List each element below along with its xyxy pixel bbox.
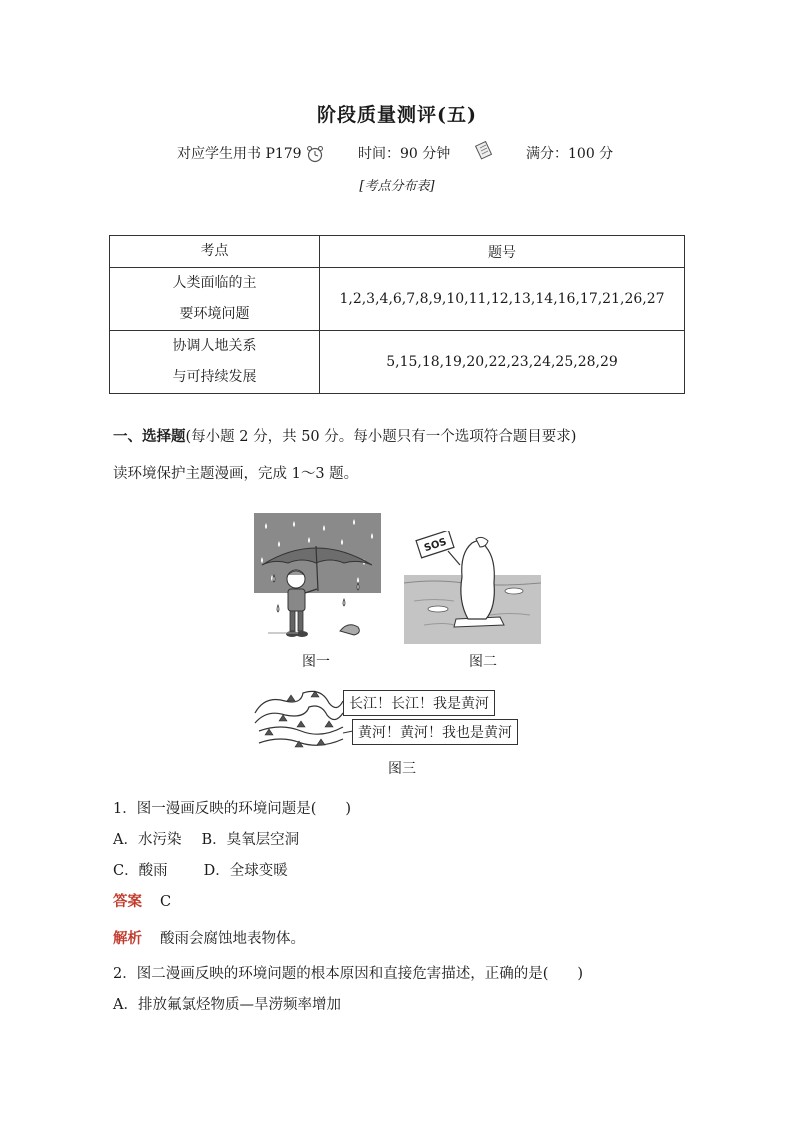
topic-line: 人类面临的主 [172,275,257,291]
question-2-stem: 2．图二漫画反映的环境问题的根本原因和直接危害描述，正确的是( ) [113,966,584,982]
question-numbers: 1,2,3,4,6,7,8,9,10,11,12,13,14,16,17,21,26,27 [320,268,685,331]
analysis-label: 解析 [113,930,142,947]
answer-value: C [160,894,172,910]
figure-2-polar-bear-cartoon [404,531,541,644]
figure-1-acid-rain-cartoon [254,513,381,643]
answer-label: 答案 [113,893,142,910]
question-1-stem: 1．图一漫画反映的环境问题是( ) [113,801,352,817]
speech-bubble-1: 长江！长江！我是黄河 [343,690,495,716]
table-row [110,331,685,394]
speech-bubble-2: 黄河！黄河！我也是黄河 [352,719,518,745]
question-1-options-ab [113,828,299,849]
figure-2-caption: 图二 [469,654,497,670]
question-1-options-cd [113,859,288,880]
option-a: A．水污染 [113,832,182,848]
reading-intro: 读环境保护主题漫画，完成 1～3 题。 [113,466,359,482]
topic-distribution-table [109,235,685,394]
question-2-option-a: A．排放氟氯烃物质—旱涝频率增加 [113,997,341,1013]
option-b: B．臭氧层空洞 [201,832,300,848]
topic-line: 协调人地关系 [172,338,257,354]
section-heading [113,425,576,446]
option-c: C．酸雨 [113,863,168,879]
table-row [110,268,685,331]
question-1-answer [113,890,171,911]
page-title: 阶段质量测评(五) [317,104,477,126]
topic-line: 要环境问题 [179,306,250,322]
sos-sign-text: SOS [422,536,449,555]
figure-3-caption: 图三 [388,761,416,777]
alarm-clock-icon [306,145,324,163]
section-note: (每小题 2 分，共 50 分。每小题只有一个选项符合题目要求) [185,429,577,445]
topic-line: 与可持续发展 [172,369,257,385]
topic-distribution-tag: [考点分布表] [359,179,435,194]
col-question-header: 题号 [320,236,685,268]
question-numbers: 5,15,18,19,20,22,23,24,25,28,29 [320,331,685,394]
section-title: 一、选择题 [113,428,186,445]
table-header-row [110,236,685,268]
figure-1-caption: 图一 [302,654,330,670]
exam-time: 时间：90 分钟 [358,146,451,162]
topic-cell [110,268,320,331]
analysis-text: 酸雨会腐蚀地表物体。 [160,931,305,947]
book-reference [177,143,324,163]
question-1-analysis [113,927,305,948]
option-d: D．全球变暖 [203,863,288,879]
book-ref-text: 对应学生用书 P179 [177,146,302,162]
memo-note-icon [474,140,494,160]
full-score: 满分：100 分 [526,146,614,162]
topic-cell [110,331,320,394]
col-topic-header: 考点 [110,236,320,268]
